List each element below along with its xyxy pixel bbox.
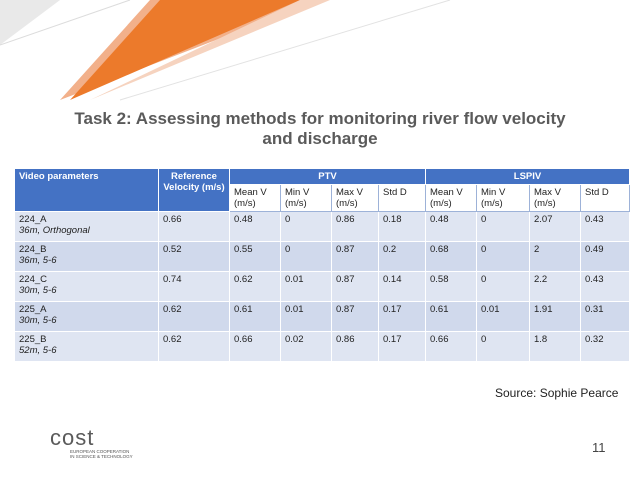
cell-lspiv-max: 1.91 (530, 302, 581, 332)
table-row (15, 302, 630, 332)
cell-lspiv-std: 0.49 (581, 242, 630, 272)
cell-lspiv-min: 0 (477, 332, 530, 362)
row-video-cell (15, 302, 159, 332)
subheader-lspiv-mean: Mean V (m/s) (426, 185, 477, 212)
cell-lspiv-mean: 0.58 (426, 272, 477, 302)
cell-lspiv-mean: 0.66 (426, 332, 477, 362)
slide-title-line2: and discharge (262, 129, 378, 148)
results-table (14, 168, 630, 362)
cell-ptv-mean: 0.61 (230, 302, 281, 332)
row-reference: 0.52 (159, 242, 230, 272)
subheader-ptv-max: Max V (m/s) (332, 185, 379, 212)
cell-ptv-mean: 0.55 (230, 242, 281, 272)
row-id: 224_B (19, 244, 47, 255)
row-id: 224_A (19, 214, 47, 225)
row-reference: 0.62 (159, 332, 230, 362)
cell-ptv-min: 0.01 (281, 302, 332, 332)
cell-ptv-max: 0.86 (332, 332, 379, 362)
cell-lspiv-min: 0 (477, 242, 530, 272)
row-description: 36m, Orthogonal (19, 225, 90, 236)
cell-lspiv-std: 0.32 (581, 332, 630, 362)
header-row (15, 169, 630, 185)
cost-logo (50, 427, 133, 459)
cell-ptv-min: 0 (281, 212, 332, 242)
cell-ptv-std: 0.14 (379, 272, 426, 302)
cell-ptv-min: 0.02 (281, 332, 332, 362)
row-id: 225_A (19, 304, 47, 315)
cell-ptv-std: 0.2 (379, 242, 426, 272)
subheader-ptv-std: Std D (379, 185, 426, 212)
cell-lspiv-max: 1.8 (530, 332, 581, 362)
header-group-lspiv: LSPIV (426, 169, 630, 185)
row-id: 224_C (19, 274, 47, 285)
cell-ptv-std: 0.18 (379, 212, 426, 242)
cell-lspiv-std: 0.43 (581, 212, 630, 242)
row-video-cell (15, 212, 159, 242)
cell-ptv-max: 0.86 (332, 212, 379, 242)
cell-lspiv-std: 0.31 (581, 302, 630, 332)
row-reference: 0.62 (159, 302, 230, 332)
subheader-lspiv-max: Max V (m/s) (530, 185, 581, 212)
cell-ptv-std: 0.17 (379, 302, 426, 332)
subheader-lspiv-std: Std D (581, 185, 630, 212)
header-group-ptv: PTV (230, 169, 426, 185)
row-id: 225_B (19, 334, 47, 345)
cell-ptv-max: 0.87 (332, 272, 379, 302)
table-row (15, 242, 630, 272)
row-video-cell (15, 272, 159, 302)
cell-lspiv-min: 0 (477, 212, 530, 242)
source-credit: Source: Sophie Pearce (495, 386, 619, 400)
cell-ptv-std: 0.17 (379, 332, 426, 362)
cell-lspiv-min: 0.01 (477, 302, 530, 332)
cell-ptv-mean: 0.62 (230, 272, 281, 302)
page-number: 11 (592, 440, 606, 455)
cell-lspiv-mean: 0.68 (426, 242, 477, 272)
subheader-ptv-mean: Mean V (m/s) (230, 185, 281, 212)
cell-lspiv-min: 0 (477, 272, 530, 302)
header-decoration (0, 0, 638, 110)
logo-word: cost (50, 425, 95, 450)
cell-lspiv-max: 2.2 (530, 272, 581, 302)
row-video-cell (15, 242, 159, 272)
row-description: 30m, 5-6 (19, 315, 57, 326)
cell-lspiv-mean: 0.61 (426, 302, 477, 332)
row-reference: 0.66 (159, 212, 230, 242)
cell-lspiv-max: 2 (530, 242, 581, 272)
cell-lspiv-mean: 0.48 (426, 212, 477, 242)
row-description: 52m, 5-6 (19, 345, 57, 356)
slide-title-line1: Task 2: Assessing methods for monitoring river flow velocity (74, 109, 566, 128)
subheader-lspiv-min: Min V (m/s) (477, 185, 530, 212)
cell-ptv-min: 0.01 (281, 272, 332, 302)
cell-ptv-min: 0 (281, 242, 332, 272)
subheader-ptv-min: Min V (m/s) (281, 185, 332, 212)
cell-ptv-mean: 0.48 (230, 212, 281, 242)
row-description: 36m, 5-6 (19, 255, 57, 266)
cell-lspiv-std: 0.43 (581, 272, 630, 302)
logo-tagline-1: EUROPEAN COOPERATION (70, 449, 130, 454)
table-row (15, 332, 630, 362)
row-video-cell (15, 332, 159, 362)
logo-tagline-2: IN SCIENCE & TECHNOLOGY (70, 454, 133, 459)
table-row (15, 272, 630, 302)
cell-ptv-max: 0.87 (332, 242, 379, 272)
header-reference-velocity: Reference Velocity (m/s) (159, 169, 230, 212)
row-description: 30m, 5-6 (19, 285, 57, 296)
cell-lspiv-max: 2.07 (530, 212, 581, 242)
cell-ptv-max: 0.87 (332, 302, 379, 332)
cell-ptv-mean: 0.66 (230, 332, 281, 362)
table-row (15, 212, 630, 242)
row-reference: 0.74 (159, 272, 230, 302)
header-video-parameters: Video parameters (15, 169, 159, 212)
